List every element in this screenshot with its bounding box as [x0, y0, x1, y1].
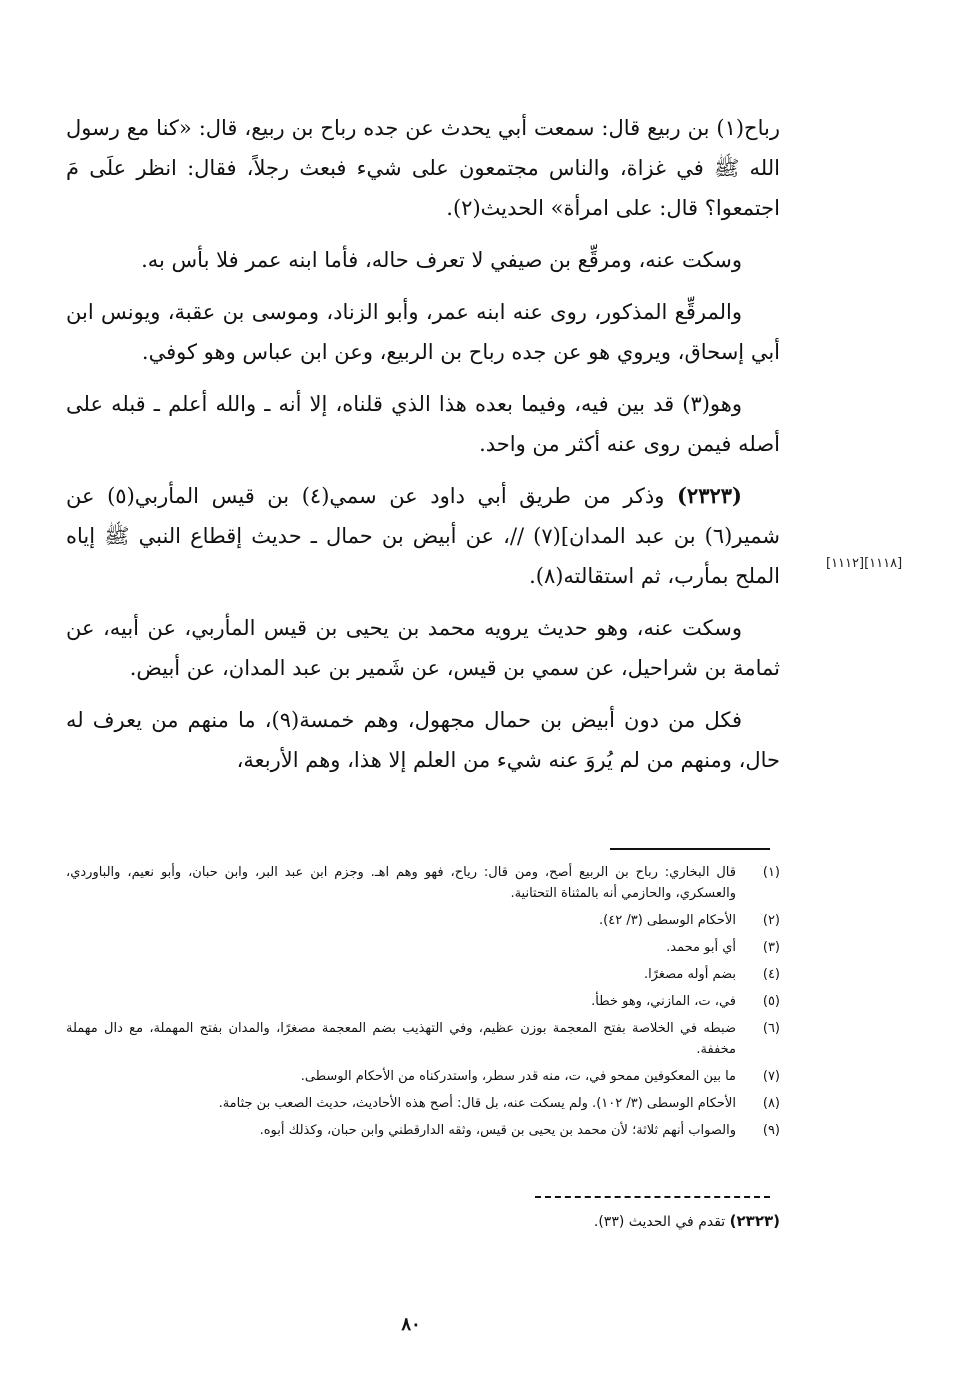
footnote-number: (٩) — [762, 1123, 780, 1138]
footnote-separator — [610, 848, 770, 850]
footnote — [66, 910, 780, 931]
footnote-number: (٤) — [762, 967, 780, 982]
footnote — [66, 937, 780, 958]
footnote-number: (٣) — [762, 940, 780, 955]
paragraph-4: وهو(٣) قد بين فيه، وفيما بعده هذا الذي قلناه، إلا أنه ـ والله أعلم ـ قبله على أصله فيمن روى عنه أكثر من واحد. — [66, 392, 780, 456]
paragraph-3: والمرقِّع المذكور، روى عنه ابنه عمر، وأبو الزناد، وموسى بن عقبة، ويونس ابن أبي إسحاق، ويروي هو عن جده رباح بن الربيع، وعن ابن عباس وهو كوفي. — [66, 300, 780, 364]
endnote — [66, 1210, 780, 1233]
footnote — [66, 1018, 780, 1060]
paragraph-6: فكل من دون أبيض بن حمال مجهول، وهم خمسة(٩)، ما منهم من يعرف له حال، ومنهم من لم يُروَ عنه شيء من العلم إلا هذا، وهم الأربعة، — [66, 708, 780, 772]
footnote-number: (٧) — [762, 1069, 780, 1084]
endnote-number: (٢٣٢٣) — [729, 1212, 780, 1230]
side-reference: [١١١٨][١١١٢] — [826, 556, 903, 571]
footnote-number: (١) — [762, 865, 780, 880]
footnote-text: ما بين المعكوفين ممحو في، ت، منه قدر سطر، واستدركناه من الأحكام الوسطى. — [300, 1069, 736, 1084]
footnote-text: في، ت، المازني، وهو خطأ. — [591, 994, 736, 1009]
footnote — [66, 991, 780, 1012]
footnote-number: (٥) — [762, 994, 780, 1009]
footnote — [66, 964, 780, 985]
main-text — [66, 108, 780, 792]
footnote-text: الأحكام الوسطى (٣/ ٤٢). — [599, 913, 736, 928]
paragraph-1: رباح(١) بن ربيع قال: سمعت أبي يحدث عن جده رباح بن ربيع، قال: «كنا مع رسول الله ﷺ في غزاة، والناس مجتمعون على شيء فبعث رجلاً، فقال: انظر علَى مَ اجتمعوا؟ قال: على امرأة» الحديث(٢). — [66, 116, 780, 220]
hadith-number: (٢٣٢٣) — [676, 483, 742, 508]
hadith-paragraph — [66, 476, 780, 596]
footnote-text: والصواب أنهم ثلاثة؛ لأن محمد بن يحيى بن قيس، وثقه الدارقطني وابن حبان، وكذلك أبوه. — [259, 1123, 736, 1138]
footnote-number: (٨) — [762, 1096, 780, 1111]
footnote-text: قال البخاري: رباح بن الربيع أصح، ومن قال: رياح، فهو وهم اهـ. وجزم ابن عبد البر، وابن حبان، وأبو نعيم، والباوردي، والعسكري، والحازمي أنه بالمثناة التحتانية. — [66, 865, 736, 901]
footnote-number: (٦) — [762, 1021, 780, 1036]
footnote-text: ضبطه في الخلاصة بفتح المعجمة بوزن عظيم، وفي التهذيب بضم المعجمة مصغرًا، والمدان بفتح المهملة، مع دال مهملة مخففة. — [66, 1021, 736, 1057]
paragraph-2: وسكت عنه، ومرقِّع بن صيفي لا تعرف حاله، فأما ابنه عمر فلا بأس به. — [141, 248, 742, 272]
footnote — [66, 1120, 780, 1141]
footnote — [66, 1066, 780, 1087]
footnote-number: (٢) — [762, 913, 780, 928]
endnote-separator — [535, 1196, 770, 1198]
footnote — [66, 862, 780, 904]
paragraph-5: وسكت عنه، وهو حديث يرويه محمد بن يحيى بن قيس المأربي، عن أبيه، عن ثمامة بن شراحيل، عن سمي بن قيس، عن شَمير بن عبد المدان، عن أبيض. — [66, 616, 780, 680]
footnote — [66, 1093, 780, 1114]
footnotes — [66, 862, 780, 1147]
footnote-text: أي أبو محمد. — [666, 940, 736, 955]
hadith-text: وذكر من طريق أبي داود عن سمي(٤) بن قيس المأربي(٥) عن شمير(٦) بن عبد المدان](٧) //، عن أبيض بن حمال ـ حديث إقطاع النبي ﷺ إياه الملح بمأرب، ثم استقالته(٨). — [66, 484, 780, 588]
page-number: ٨٠ — [401, 1314, 421, 1335]
footnote-text: الأحكام الوسطى (٣/ ١٠٢). ولم يسكت عنه، بل قال: أصح هذه الأحاديث، حديث الصعب بن جثامة. — [218, 1096, 736, 1111]
footnote-text: بضم أوله مصغرًا. — [643, 967, 736, 982]
endnote-text: تقدم في الحديث (٣٣). — [593, 1214, 726, 1230]
